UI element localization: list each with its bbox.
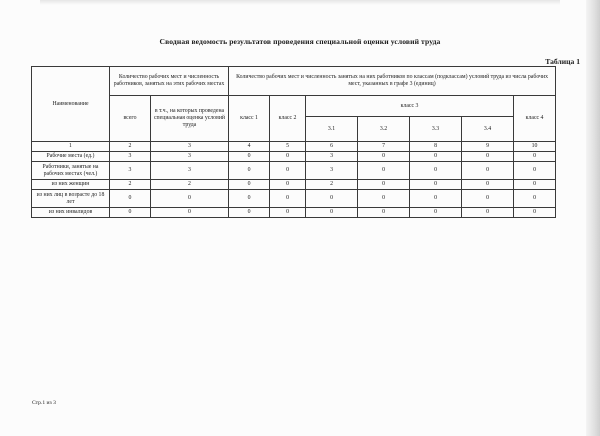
cell-value: 0 [514,152,556,162]
cell-value: 0 [151,190,229,208]
cell-value: 0 [270,152,306,162]
column-number: 2 [110,142,151,152]
cell-value: 0 [229,190,270,208]
cell-value: 0 [110,190,151,208]
column-number: 3 [151,142,229,152]
scan-edge-right [586,0,600,436]
header-sub-3-1: 3.1 [306,117,358,142]
cell-value: 0 [229,180,270,190]
header-classes-group: Количество рабочих мест и численность занятых на них работников по классам (подклассам) условий труда из числа рабочих мест, указанных в графе 3 (единиц) [229,67,556,96]
table-row [32,190,556,208]
column-number: 7 [358,142,410,152]
cell-value: 0 [514,208,556,218]
cell-value: 0 [358,208,410,218]
header-class3: класс 3 [306,96,514,117]
cell-value: 0 [410,180,462,190]
cell-value: 2 [151,180,229,190]
scan-edge-top [40,0,560,5]
cell-value: 0 [410,190,462,208]
table-row [32,162,556,180]
cell-value: 0 [410,208,462,218]
cell-value: 3 [110,152,151,162]
header-row-1 [32,67,556,96]
header-sub-3-2: 3.2 [358,117,410,142]
header-row-2 [32,96,556,117]
column-number-row [32,142,556,152]
cell-value: 0 [462,190,514,208]
cell-value: 0 [358,190,410,208]
cell-value: 0 [358,162,410,180]
header-class2: класс 2 [270,96,306,142]
cell-value: 0 [514,190,556,208]
header-sub-3-4: 3.4 [462,117,514,142]
header-assessed: в т.ч., на которых проведена специальная оценка условий труда [151,96,229,142]
document-title: Сводная ведомость результатов проведения специальной оценки условий труда [159,37,441,46]
header-total: всего [110,96,151,142]
cell-value: 0 [462,162,514,180]
page-number-footer: Стр.1 из 3 [32,400,56,406]
cell-value: 0 [358,180,410,190]
column-number: 10 [514,142,556,152]
header-class4: класс 4 [514,96,556,142]
cell-value: 3 [306,162,358,180]
header-workplaces-group: Количество рабочих мест и численность работников, занятых на этих рабочих местах [110,67,229,96]
cell-value: 0 [410,152,462,162]
row-label: из них лиц в возрасте до 18 лет [32,190,110,208]
cell-value: 3 [110,162,151,180]
column-number: 5 [270,142,306,152]
cell-value: 0 [514,162,556,180]
row-label: Работники, занятые на рабочих местах (чел.) [32,162,110,180]
cell-value: 0 [229,208,270,218]
header-class1: класс 1 [229,96,270,142]
cell-value: 0 [229,152,270,162]
cell-value: 2 [306,180,358,190]
cell-value: 0 [462,152,514,162]
cell-value: 0 [306,208,358,218]
column-number: 9 [462,142,514,152]
column-number: 4 [229,142,270,152]
cell-value: 0 [110,208,151,218]
cell-value: 0 [306,190,358,208]
cell-value: 0 [270,208,306,218]
cell-value: 0 [270,180,306,190]
cell-value: 0 [462,180,514,190]
cell-value: 2 [110,180,151,190]
cell-value: 0 [514,180,556,190]
header-name: Наименование [32,67,110,142]
cell-value: 0 [462,208,514,218]
column-number: 6 [306,142,358,152]
table-row [32,180,556,190]
cell-value: 0 [229,162,270,180]
table-row [32,208,556,218]
cell-value: 0 [270,162,306,180]
cell-value: 0 [410,162,462,180]
cell-value: 0 [270,190,306,208]
column-number: 1 [32,142,110,152]
header-sub-3-3: 3.3 [410,117,462,142]
row-label: из них инвалидов [32,208,110,218]
cell-value: 0 [151,208,229,218]
row-label: Рабочие места (ед.) [32,152,110,162]
table-label: Таблица 1 [545,57,580,66]
column-number: 8 [410,142,462,152]
cell-value: 0 [358,152,410,162]
row-label: из них женщин [32,180,110,190]
cell-value: 3 [151,162,229,180]
table-row [32,152,556,162]
cell-value: 3 [151,152,229,162]
cell-value: 3 [306,152,358,162]
summary-table [31,66,556,218]
